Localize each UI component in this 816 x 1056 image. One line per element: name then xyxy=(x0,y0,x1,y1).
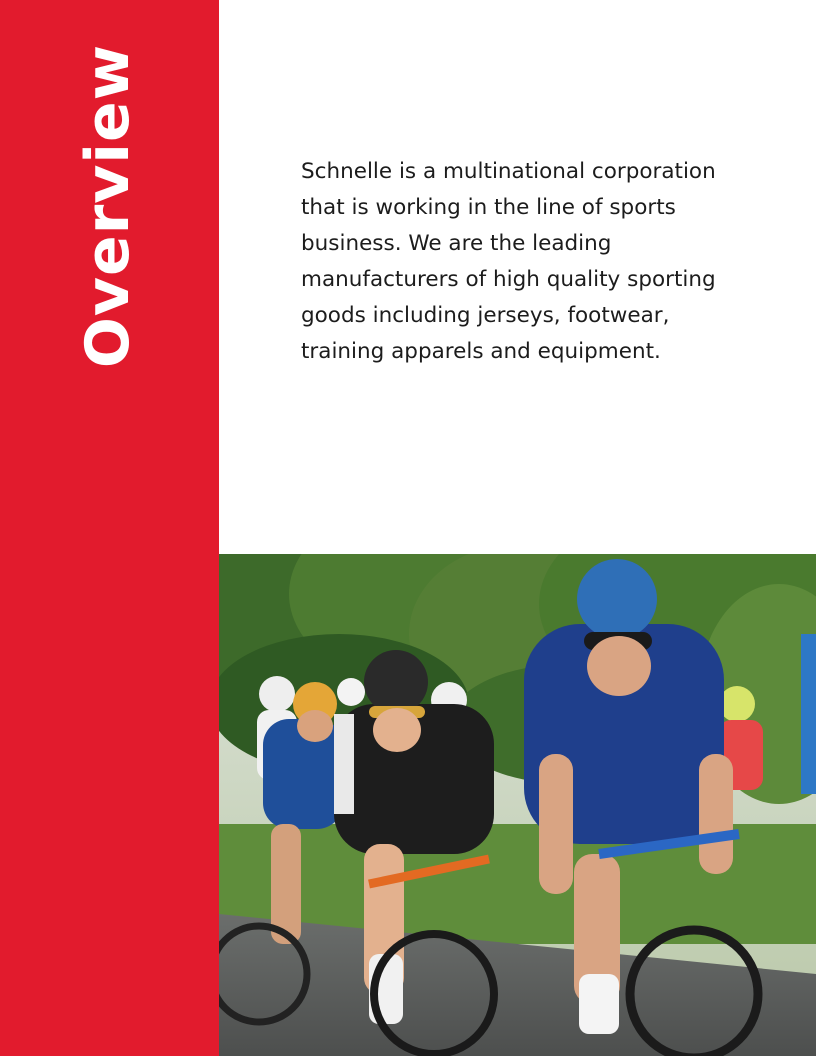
section-title: Overview xyxy=(73,43,143,369)
side-band xyxy=(0,0,219,1056)
intro-paragraph: Schnelle is a multinational corporation that is working in the line of sports business. We are the leading manufacturers of high quality sporting goods including jerseys, footwear, training apparels and equipment. xyxy=(301,159,716,364)
cyclists-photo xyxy=(219,554,816,1056)
